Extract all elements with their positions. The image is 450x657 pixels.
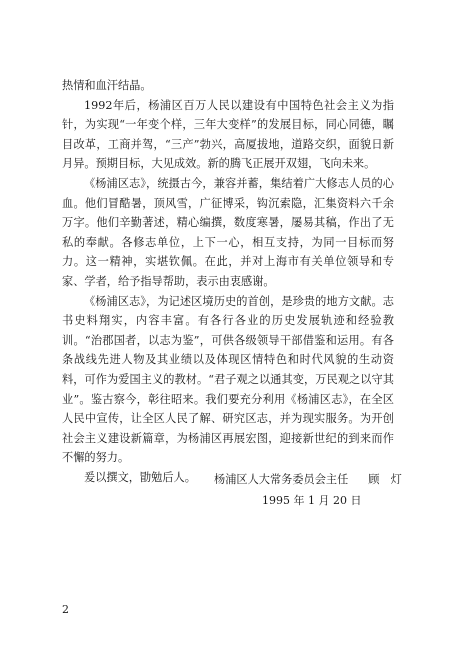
signature-line	[214, 470, 402, 490]
paragraph-development: 1992年后，杨浦区百万人民以建设有中国特色社会主义为指针，为实现“一年变个样，三年大变样”的发展目标，同心同德，瞩目改革，工商并驾，“三产”勃兴，高厦拔地，道路交织，面貌日新月异。预期目标，大见成效。新的腾飞正展开双翅，飞向未来。	[62, 98, 394, 171]
page-number: 2	[62, 603, 69, 616]
paragraph-continuation: 热情和血汗结晶。	[62, 79, 152, 92]
paragraph-significance: 《杨浦区志》，为记述区境历史的首创，是珍贵的地方文献。志书史料翔实，内容丰富。有各行各业的历史发展轨迹和经验教训。“治郡国者，以志为鉴”，可供各级领导干部借鉴和运用。有各条战线先进人物及其业绩以及体现区情特色和时代风貌的生动资料，可作为爱国主义的教材。“君子观之以通其变，万民观之以守其业”。鉴古察今，彰往昭来。我们要充分利用《杨浦区志》，在全区人民中宣传，让全区人民了解、研究区志，并为现实服务。为开创社会主义建设新篇章，为杨浦区再展宏图，迎接新世纪的到来而作不懈的努力。	[62, 294, 394, 465]
paragraph-compilation: 《杨浦区志》，统摄古今，兼容并蓄，集结着广大修志人员的心血。他们冒酷暑，顶风雪，广征博采，钩沉索隐，汇集资料六千余万字。他们辛勤著述，精心编撰，数度寒暑，屡易其稿，作出了无私的奉献。各修志单位，上下一心，相互支持，为同一目标而努力。这一精神，实堪钦佩。在此，并对上海市有关单位领导和专家、学者，给予指导帮助，表示由衷感谢。	[62, 176, 394, 288]
signature-name: 顾 灯	[368, 473, 402, 486]
signature-title: 杨浦区人大常务委员会主任	[214, 473, 349, 486]
preface-body	[62, 76, 394, 487]
signature-date: 1995 年 1 月 20 日	[262, 494, 362, 507]
paragraph-closing: 爰以撰文，勖勉后人。	[84, 470, 196, 484]
